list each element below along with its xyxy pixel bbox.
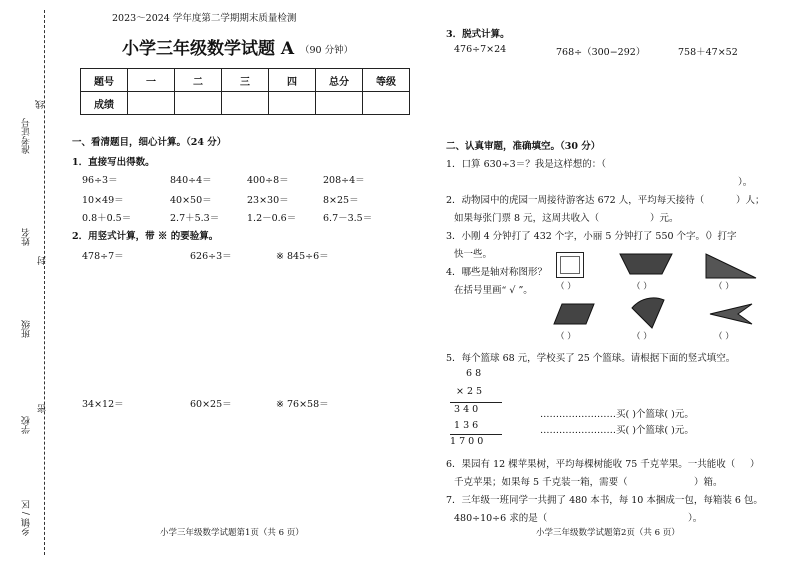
class-label: 班级	[22, 320, 32, 338]
page-footer-2: 小学三年级数学试题第2页（共 6 页）	[536, 528, 680, 538]
p2-q2-unit: ）人；	[736, 195, 765, 206]
trapezoid-shape-icon	[618, 252, 674, 276]
p2-q6-end: ）	[750, 459, 760, 470]
p2-q1-text: 1．口算 630÷3＝？我是这样想的：（	[446, 159, 606, 170]
p2-q5-fill-1: ……………………买( )个篮球( )元。	[540, 409, 694, 420]
p2-q7-text2: 480÷10÷6 求的是（	[454, 513, 548, 524]
vertical-calc-item: 34×12＝	[82, 399, 124, 410]
p2-q2-text: 2．动物园中的虎园一周接待游客达 672 人，平均每天接待（	[446, 195, 705, 206]
town-label: 乡镇 / 区	[22, 500, 32, 536]
page-footer-1: 小学三年级数学试题第1页（共 6 页）	[160, 528, 304, 538]
margin-line-mark: 线	[36, 100, 46, 109]
oral-item: 96÷3＝	[82, 175, 118, 186]
oral-item: 2.7＋5.3＝	[170, 213, 220, 224]
score-cell[interactable]	[269, 92, 316, 115]
p2-q5-text: 5．每个篮球 68 元，学校买了 25 个篮球。请根据下面的竖式填空。	[446, 353, 736, 364]
triangle-shape-icon	[704, 252, 758, 280]
p2-q6-end2: ）箱。	[694, 477, 723, 488]
p2-q7-text: 7．三年级一班同学一共拥了 480 本书，每 10 本捆成一包，每箱装 6 包。	[446, 495, 763, 506]
p2-q3-end: ）打字	[708, 231, 737, 242]
vertical-sum: 1 7 0 0	[450, 436, 484, 447]
oral-item: 1.2－0.6＝	[247, 213, 297, 224]
score-cell[interactable]	[316, 92, 363, 115]
p2-q1-end: ）。	[738, 177, 753, 188]
oral-item: 23×30＝	[247, 195, 289, 206]
score-header: 等级	[363, 69, 410, 92]
parallelogram-shape-icon	[552, 302, 596, 326]
margin-seal-mark: 封	[38, 256, 48, 265]
vertical-calc-item: 60×25＝	[190, 399, 232, 410]
vertical-partial-1: 3 4 0	[454, 404, 479, 415]
vertical-rule	[450, 402, 502, 403]
oral-item: 8×25＝	[323, 195, 359, 206]
answer-paren[interactable]: （ ）	[632, 332, 652, 342]
oral-item: 840÷4＝	[170, 175, 212, 186]
vertical-calc-item: ※ 76×58＝	[276, 399, 329, 410]
section-2-title: 二、认真审题，准确填空。（30 分）	[446, 141, 601, 152]
q3-title: 3．脱式计算。	[446, 29, 510, 40]
p2-q4-text2: 在括号里画“ √ ”。	[454, 285, 533, 296]
oral-item: 10×49＝	[82, 195, 124, 206]
vertical-rule	[450, 434, 502, 435]
score-header: 总分	[316, 69, 363, 92]
oral-item: 40×50＝	[170, 195, 212, 206]
exam-number-label: 准考证号	[22, 118, 32, 154]
score-cell[interactable]	[363, 92, 410, 115]
school-label: 学校	[22, 416, 32, 434]
margin-dense-mark: 密	[38, 404, 48, 413]
p2-q7-end: ）。	[688, 513, 703, 524]
score-table	[80, 68, 410, 115]
answer-paren[interactable]: （ ）	[714, 282, 734, 292]
score-cell[interactable]	[222, 92, 269, 115]
square-shape-icon	[556, 252, 584, 278]
vertical-calc-item: ※ 845÷6＝	[276, 251, 329, 262]
exam-year-title: 2023～2024 学年度第二学期期末质量检测	[112, 13, 297, 24]
p2-q4-text: 4．哪些是轴对称图形？	[446, 267, 548, 278]
sector-shape-icon	[630, 296, 666, 330]
vertical-partial-2: 1 3 6	[454, 420, 479, 431]
p2-q3-text: 3．小刚 4 分钟打了 432 个字，小丽 5 分钟打了 550 个字。（	[446, 231, 710, 242]
vertical-calc-item: 626÷3＝	[190, 251, 232, 262]
mixed-calc-item: 476÷7×24	[454, 44, 507, 55]
p2-q3-text2: 快一些。	[454, 249, 493, 260]
answer-paren[interactable]: （ ）	[556, 282, 576, 292]
p2-q6-text2: 千克苹果；如果每 5 千克装一箱，需要（	[454, 477, 628, 488]
q1-title: 1．直接写出得数。	[72, 157, 155, 168]
p2-q2-unit2: ）元。	[650, 213, 679, 224]
score-header: 四	[269, 69, 316, 92]
p2-q5-fill-2: ……………………买( )个篮球( )元。	[540, 425, 694, 436]
score-header: 一	[128, 69, 175, 92]
p2-q6-text: 6．果园有 12 棵苹果树，平均每棵树能收 75 千克苹果。一共能收（	[446, 459, 736, 470]
answer-paren[interactable]: （ ）	[556, 332, 576, 342]
score-row-label: 成绩	[81, 92, 128, 115]
score-cell[interactable]	[128, 92, 175, 115]
exam-title: 小学三年级数学试题 A	[122, 39, 295, 59]
binding-line	[44, 10, 45, 555]
vertical-num-1: 6 8	[466, 368, 482, 379]
mixed-calc-item: 758＋47×52	[678, 47, 738, 58]
answer-paren[interactable]: （ ）	[714, 332, 734, 342]
score-cell[interactable]	[175, 92, 222, 115]
name-label: 姓名	[22, 228, 32, 246]
score-header: 二	[175, 69, 222, 92]
arrow-shape-icon	[708, 302, 754, 326]
section-1-title: 一、看清题目，细心计算。（24 分）	[72, 137, 227, 148]
answer-paren[interactable]: （ ）	[632, 282, 652, 292]
mixed-calc-item: 768÷（300−292）	[556, 47, 646, 58]
exam-duration: （90 分钟）	[300, 45, 354, 56]
p2-q2-text2: 如果每张门票 8 元，这周共收入（	[454, 213, 600, 224]
q2-title: 2．用竖式计算，带 ※ 的要验算。	[72, 231, 219, 242]
vertical-num-2: × 2 5	[456, 386, 483, 397]
oral-item: 208÷4＝	[323, 175, 365, 186]
score-header: 三	[222, 69, 269, 92]
oral-item: 0.8＋0.5＝	[82, 213, 132, 224]
vertical-calc-item: 478÷7＝	[82, 251, 124, 262]
score-header: 题号	[81, 69, 128, 92]
oral-item: 6.7－3.5＝	[323, 213, 373, 224]
oral-item: 400÷8＝	[247, 175, 289, 186]
